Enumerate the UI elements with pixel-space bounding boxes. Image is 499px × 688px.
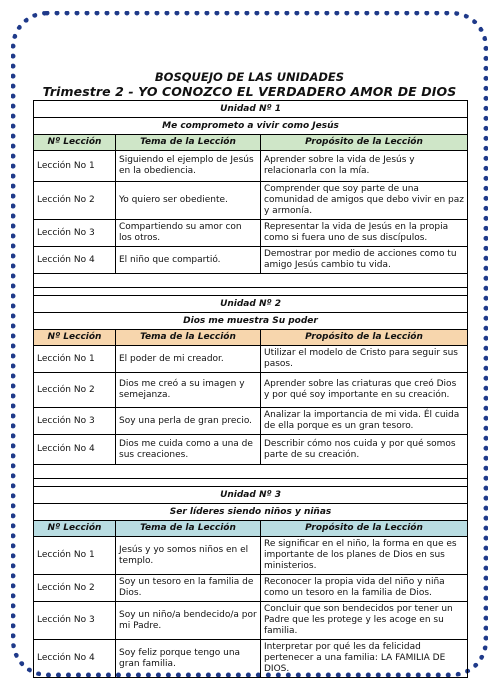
lesson-purpose: Representar la vida de Jesús en la propia como si fuera uno de sus discípulos. bbox=[261, 220, 468, 247]
unit-theme: Me comprometo a vivir como Jesús bbox=[34, 118, 468, 135]
table-row bbox=[34, 602, 468, 640]
unit-name: Unidad Nº 2 bbox=[34, 296, 468, 313]
table-row bbox=[34, 537, 468, 575]
lesson-number: Lección No 4 bbox=[34, 247, 116, 274]
lesson-purpose: Aprender sobre las criaturas que creó Dios y por qué soy importante en su creación. bbox=[261, 373, 468, 408]
lesson-purpose: Demostrar por medio de acciones como tu amigo Jesús cambio tu vida. bbox=[261, 247, 468, 274]
col-header-purpose: Propósito de la Lección bbox=[261, 330, 468, 346]
table-row bbox=[34, 151, 468, 182]
lesson-topic: Soy feliz porque tengo una gran familia. bbox=[116, 640, 261, 678]
lesson-topic: Soy un tesoro en la familia de Dios. bbox=[116, 575, 261, 602]
unit-theme-row bbox=[34, 118, 468, 135]
table-row bbox=[34, 373, 468, 408]
lesson-purpose: Concluir que son bendecidos por tener un Padre que les protege y les acoge en su familia. bbox=[261, 602, 468, 640]
spacer-row bbox=[34, 288, 468, 296]
lesson-purpose: Describir cómo nos cuida y por qué somos parte de su creación. bbox=[261, 435, 468, 465]
lesson-topic: Yo quiero ser obediente. bbox=[116, 182, 261, 220]
column-header-row bbox=[34, 521, 468, 537]
lesson-topic: Jesús y yo somos niños en el templo. bbox=[116, 537, 261, 575]
lesson-topic: Compartiendo su amor con los otros. bbox=[116, 220, 261, 247]
lesson-number: Lección No 2 bbox=[34, 182, 116, 220]
table-row bbox=[34, 435, 468, 465]
lesson-purpose: Analizar la importancia de mi vida. Él cuida de ella porque es un gran tesoro. bbox=[261, 408, 468, 435]
lesson-purpose: Re significar en el niño, la forma en que es importante de los planes de Dios en sus ministerios. bbox=[261, 537, 468, 575]
unit-header bbox=[34, 296, 468, 313]
lesson-purpose: Utilizar el modelo de Cristo para seguir sus pasos. bbox=[261, 346, 468, 373]
col-header-purpose: Propósito de la Lección bbox=[261, 521, 468, 537]
unit-theme: Dios me muestra Su poder bbox=[34, 313, 468, 330]
lesson-topic: El poder de mi creador. bbox=[116, 346, 261, 373]
table-row bbox=[34, 182, 468, 220]
lesson-number: Lección No 3 bbox=[34, 602, 116, 640]
lesson-number: Lección No 1 bbox=[34, 151, 116, 182]
table-row bbox=[34, 640, 468, 678]
spacer-row bbox=[34, 465, 468, 479]
col-header-topic: Tema de la Lección bbox=[116, 135, 261, 151]
unit-name: Unidad Nº 3 bbox=[34, 487, 468, 504]
table-row bbox=[34, 575, 468, 602]
col-header-lesson: Nº Lección bbox=[34, 135, 116, 151]
spacer-row bbox=[34, 274, 468, 288]
lesson-number: Lección No 2 bbox=[34, 575, 116, 602]
lesson-topic: El niño que compartió. bbox=[116, 247, 261, 274]
table-row bbox=[34, 408, 468, 435]
unit-name: Unidad Nº 1 bbox=[34, 101, 468, 118]
lesson-topic: Dios me cuida como a una de sus creaciones. bbox=[116, 435, 261, 465]
lesson-purpose: Reconocer la propia vida del niño y niña como un tesoro en la familia de Dios. bbox=[261, 575, 468, 602]
lesson-number: Lección No 3 bbox=[34, 408, 116, 435]
spacer-cell bbox=[34, 274, 468, 288]
unit-header bbox=[34, 101, 468, 118]
lesson-number: Lección No 2 bbox=[34, 373, 116, 408]
column-header-row bbox=[34, 135, 468, 151]
spacer-row bbox=[34, 479, 468, 487]
lesson-number: Lección No 4 bbox=[34, 435, 116, 465]
table-row bbox=[34, 346, 468, 373]
table-row bbox=[34, 220, 468, 247]
lesson-topic: Dios me creó a su imagen y semejanza. bbox=[116, 373, 261, 408]
document-subtitle: Trimestre 2 - YO CONOZCO EL VERDADERO AMOR DE DIOS bbox=[42, 84, 457, 99]
spacer-cell bbox=[34, 288, 468, 296]
col-header-lesson: Nº Lección bbox=[34, 521, 116, 537]
col-header-purpose: Propósito de la Lección bbox=[261, 135, 468, 151]
table-row bbox=[34, 247, 468, 274]
lesson-topic: Soy una perla de gran precio. bbox=[116, 408, 261, 435]
spacer-cell bbox=[34, 465, 468, 479]
lesson-number: Lección No 1 bbox=[34, 537, 116, 575]
col-header-topic: Tema de la Lección bbox=[116, 521, 261, 537]
document-title: BOSQUEJO DE LAS UNIDADES bbox=[154, 70, 345, 84]
spacer-cell bbox=[34, 479, 468, 487]
lesson-number: Lección No 1 bbox=[34, 346, 116, 373]
column-header-row bbox=[34, 330, 468, 346]
lesson-topic: Soy un niño/a bendecido/a por mi Padre. bbox=[116, 602, 261, 640]
unit-theme-row bbox=[34, 313, 468, 330]
lesson-purpose: Interpretar por qué les da felicidad pertenecer a una familia: LA FAMILIA DE DIOS. bbox=[261, 640, 468, 678]
unit-theme: Ser líderes siendo niños y niñas bbox=[34, 504, 468, 521]
lesson-topic: Siguiendo el ejemplo de Jesús en la obediencia. bbox=[116, 151, 261, 182]
unit-theme-row bbox=[34, 504, 468, 521]
lesson-purpose: Aprender sobre la vida de Jesús y relacionarla con la mía. bbox=[261, 151, 468, 182]
lesson-number: Lección No 3 bbox=[34, 220, 116, 247]
units-table bbox=[33, 100, 468, 678]
lesson-number: Lección No 4 bbox=[34, 640, 116, 678]
unit-header bbox=[34, 487, 468, 504]
lesson-purpose: Comprender que soy parte de una comunidad de amigos que debo vivir en paz y armonía. bbox=[261, 182, 468, 220]
col-header-lesson: Nº Lección bbox=[34, 330, 116, 346]
col-header-topic: Tema de la Lección bbox=[116, 330, 261, 346]
